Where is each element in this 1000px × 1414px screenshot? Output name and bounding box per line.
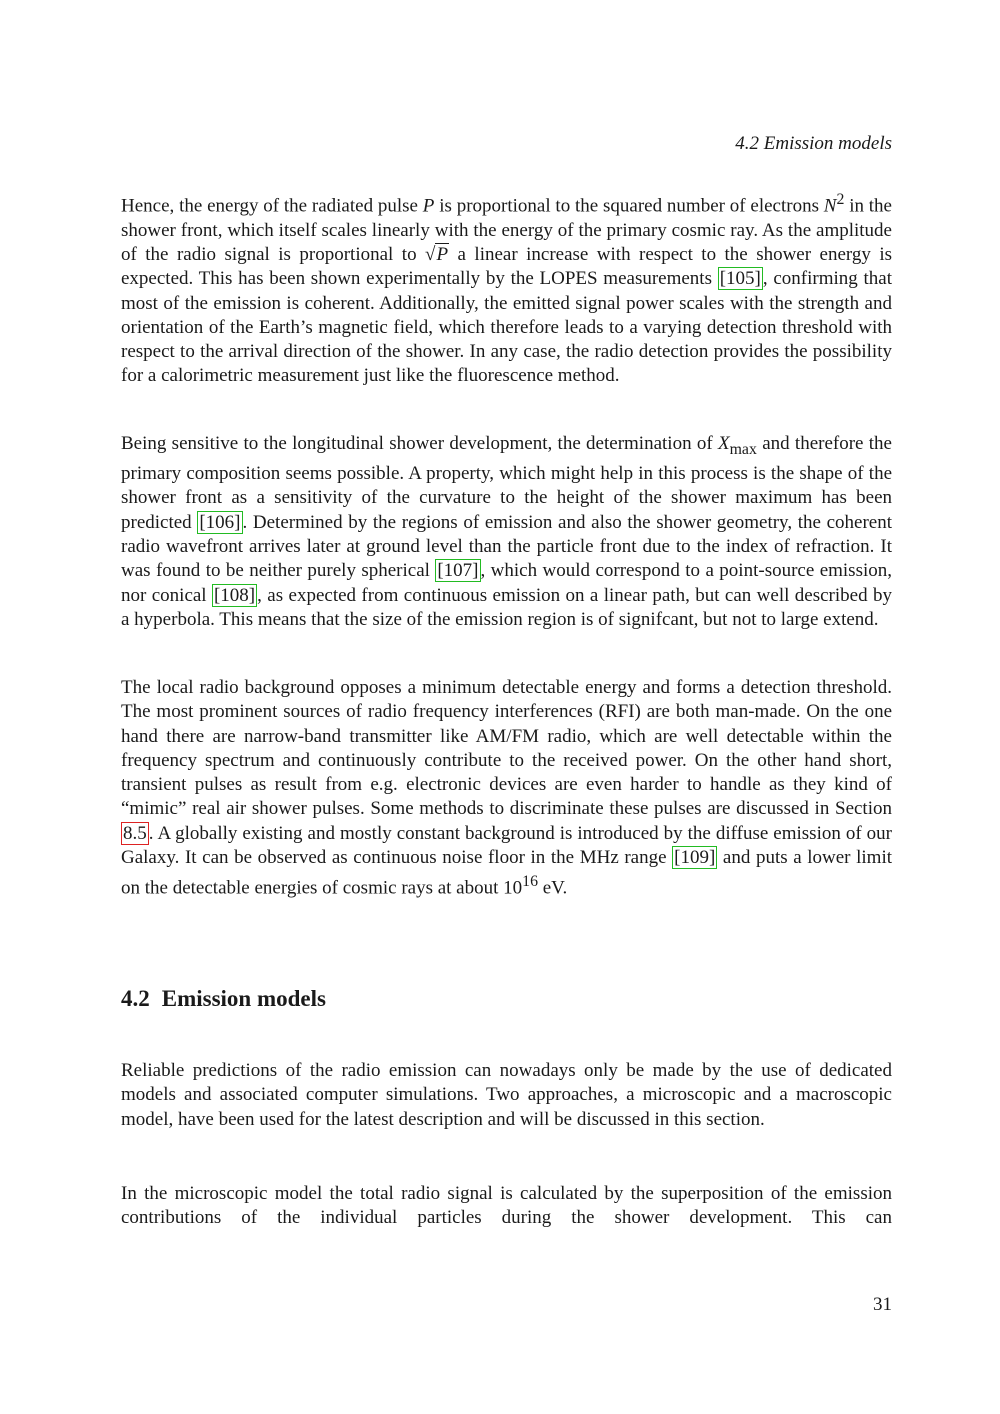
math-subscript: max xyxy=(729,440,757,458)
citation-link-107[interactable]: [107] xyxy=(437,560,479,582)
text-run: The local radio background opposes a minimum detectable energy and forms a detection threshold. The most prominent sources of radio frequency interferences (RFI) are both man-made. On the one hand there are narrow-band transmitter like AM/FM radio, which are well detectable within the frequency spectrum and continuously contribute to the received power. On the other hand short, transient pulses as result from e.g. electronic devices are even harder to handle as they kind of “mimic” real air shower pulses. Some methods to discriminate these pulses are discussed in Section xyxy=(121,677,892,820)
paragraph-radio-background xyxy=(121,676,892,901)
running-header: 4.2 Emission models xyxy=(735,133,892,154)
citation-link-106[interactable]: [106] xyxy=(199,511,241,533)
section-number: 4.2 xyxy=(121,986,150,1011)
text-run: Being sensitive to the longitudinal shower development, the determination of xyxy=(121,433,719,454)
math-variable-p: P xyxy=(422,195,435,217)
paragraph-text: In the microscopic model the total radio signal is calculated by the superposition of the emission contributions of the individual particles during the shower development. This can xyxy=(121,1183,892,1229)
citation-link-105[interactable]: [105] xyxy=(719,268,761,290)
text-run: eV. xyxy=(537,877,568,899)
text-run: , which would correspond to a point-source emission, nor conical xyxy=(121,560,892,606)
text-run: and puts a lower limit on the detectable energies of cosmic rays at about 10 xyxy=(121,847,893,899)
citation-link-109[interactable]: [109] xyxy=(674,847,716,869)
math-sqrt-p xyxy=(425,243,449,267)
text-run: and therefore the primary composition seems possible. A property, which might help in this process is the shape of the shower front as a sensitivity of the curvature to the height of the shower maximum has been predicted xyxy=(121,433,892,533)
text-run: Hence, the energy of the radiated pulse xyxy=(121,195,423,217)
paragraph-microscopic-model xyxy=(121,1182,892,1231)
page-number: 31 xyxy=(873,1294,892,1315)
text-run: a linear increase with respect to the shower energy is expected. This has been shown experimentally by the LOPES measurements xyxy=(121,243,893,290)
text-run: in the shower front, which itself scales linearly with the energy of the primary cosmic ray. As the amplitude of the radio signal is proportional to xyxy=(121,195,892,265)
paragraph-energy-scaling xyxy=(121,188,892,389)
math-superscript: 16 xyxy=(522,873,538,891)
math-radical-sign: √ xyxy=(425,243,436,265)
section-heading xyxy=(121,984,326,1014)
section-title: Emission models xyxy=(161,986,326,1011)
paragraph-text: Reliable predictions of the radio emission can nowadays only be made by the use of dedicated models and associated computer simulations. Two approaches, a microscopic and a macroscopic model, have been used for the latest description and will be discussed in this section. xyxy=(121,1060,892,1130)
section-link-8-5[interactable]: 8.5 xyxy=(123,822,147,844)
text-run: . Determined by the regions of emission and also the shower geometry, the coherent radio wavefront arrives later at ground level than the particle front due to the index of refraction. It was found to be neither purely spherical xyxy=(121,511,892,582)
text-run: , confirming that most of the emission is coherent. Additionally, the emitted signal power scales with the strength and orientation of the Earth’s magnetic field, which therefore leads to a varying detection threshold with respect to the arrival direction of the shower. In any case, the radio detection provides the possibility for a calorimetric measurement just like the fluorescence method. xyxy=(121,268,892,387)
citation-link-108[interactable]: [108] xyxy=(213,584,256,606)
math-superscript: 2 xyxy=(836,191,845,208)
paragraph-xmax-determination xyxy=(121,432,892,632)
math-variable-n: N xyxy=(823,195,837,217)
text-run: . A globally existing and mostly constant background is introduced by the diffuse emission of our Galaxy. It can be observed as continuous noise floor in the MHz range xyxy=(121,822,892,869)
text-run: is proportional to the squared number of electrons xyxy=(434,195,824,217)
text-run: , as expected from continuous emission on a linear path, but can well described by a hyperbola. This means that the size of the emission region is of signifcant, but not to large extend. xyxy=(121,584,892,630)
paragraph-emission-models-intro xyxy=(121,1059,892,1132)
math-variable-x: X xyxy=(718,433,730,454)
math-radicand: P xyxy=(436,243,449,265)
